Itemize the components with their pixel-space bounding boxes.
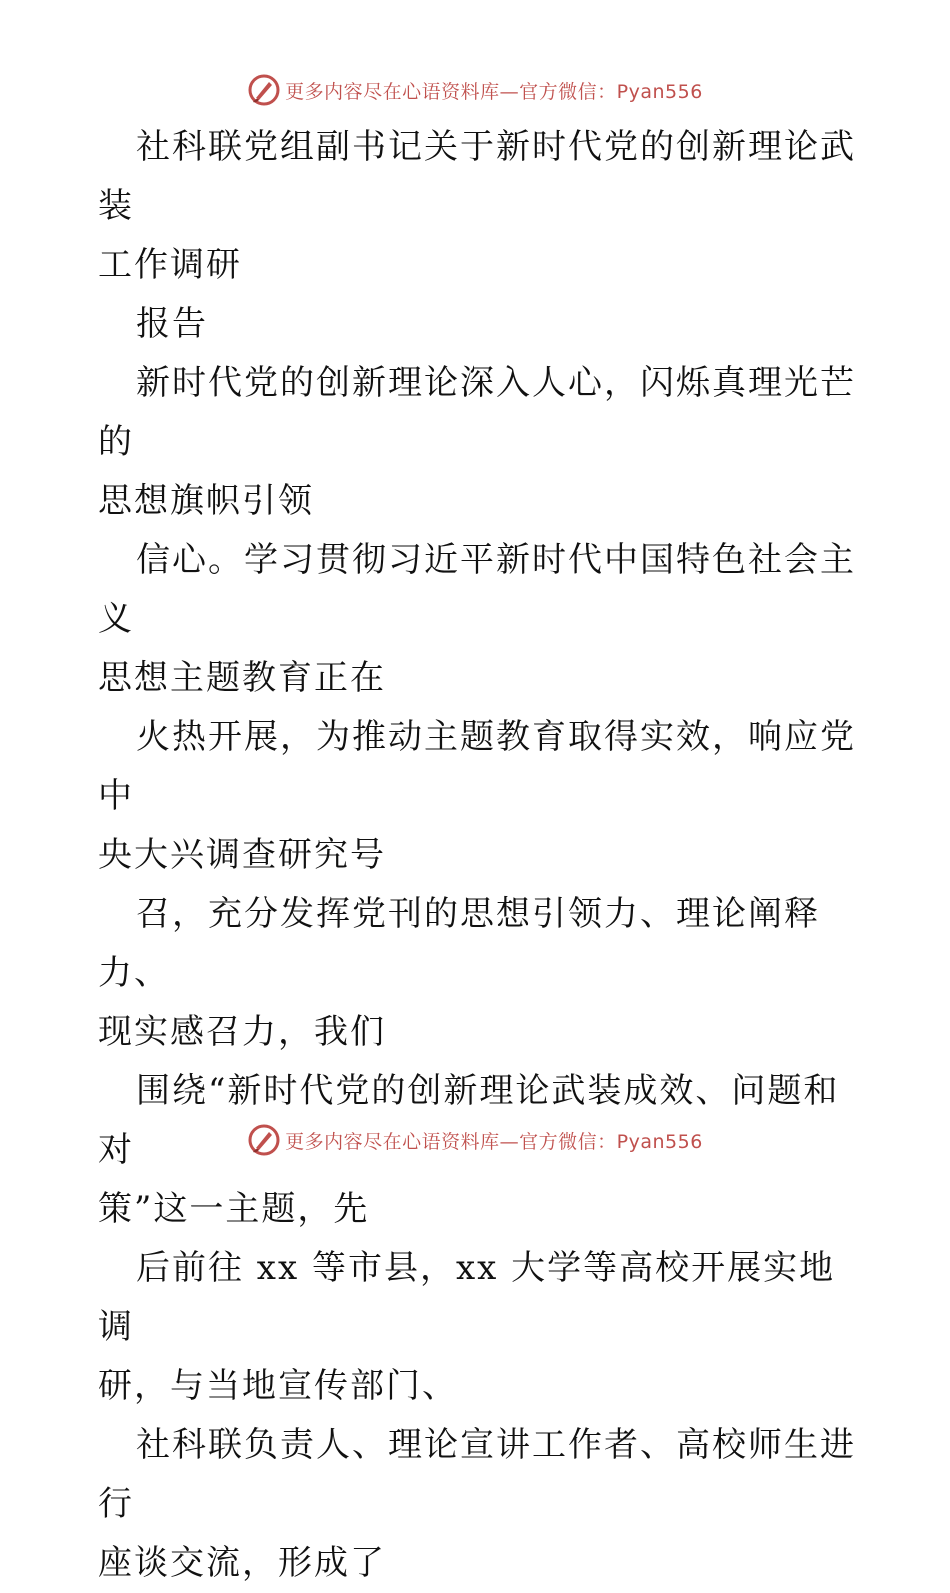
paragraph-line: 召，充分发挥党刊的思想引领力、理论阐释力、 [98, 894, 820, 993]
paragraph-line: 座谈交流，形成了 [98, 1543, 386, 1583]
paragraph-line: 思想主题教育正在 [98, 658, 386, 698]
document-body [98, 118, 858, 1593]
paragraph-line: 策”这一主题，先 [98, 1189, 370, 1229]
brush-logo-icon [247, 1123, 281, 1157]
paragraph-line: 社科联党组副书记关于新时代党的创新理论武装 [98, 127, 856, 226]
paragraph [98, 708, 858, 885]
watermark-text-id: Pyan556 [616, 1130, 703, 1153]
brush-logo-icon [247, 73, 281, 107]
watermark-text-id: Pyan556 [616, 80, 703, 103]
watermark-text-cn: 更多内容尽在心语资料库—官方微信： [285, 80, 617, 103]
paragraph [98, 1416, 858, 1593]
watermark-text [285, 77, 703, 104]
header-watermark-banner [0, 70, 950, 110]
paragraph-line: 火热开展，为推动主题教育取得实效，响应党中 [98, 717, 856, 816]
paragraph [98, 1239, 858, 1416]
paragraph-line: 现实感召力，我们 [98, 1012, 386, 1052]
paragraph-line: 围绕“新时代党的创新理论武装成效、问题和对 [98, 1071, 840, 1170]
paragraph [98, 354, 858, 531]
paragraph-line: 央大兴调查研究号 [98, 835, 386, 875]
paragraph [98, 118, 858, 295]
watermark-text-cn: 更多内容尽在心语资料库—官方微信： [285, 1130, 617, 1153]
paragraph-line: 信心。学习贯彻习近平新时代中国特色社会主义 [98, 540, 856, 639]
paragraph-line: 工作调研 [98, 245, 242, 285]
paragraph-line: 报告 [136, 304, 208, 344]
paragraph-line: 研，与当地宣传部门、 [98, 1366, 458, 1406]
paragraph-line: 思想旗帜引领 [98, 481, 314, 521]
paragraph-line: 新时代党的创新理论深入人心，闪烁真理光芒的 [98, 363, 856, 462]
paragraph [98, 295, 858, 354]
paragraph-line: 社科联负责人、理论宣讲工作者、高校师生进行 [98, 1425, 856, 1524]
paragraph [98, 531, 858, 708]
paragraph [98, 885, 858, 1062]
paragraph-line: 后前往 xx 等市县，xx 大学等高校开展实地调 [98, 1248, 836, 1347]
watermark-text [285, 1127, 703, 1154]
footer-watermark-banner [0, 1120, 950, 1160]
